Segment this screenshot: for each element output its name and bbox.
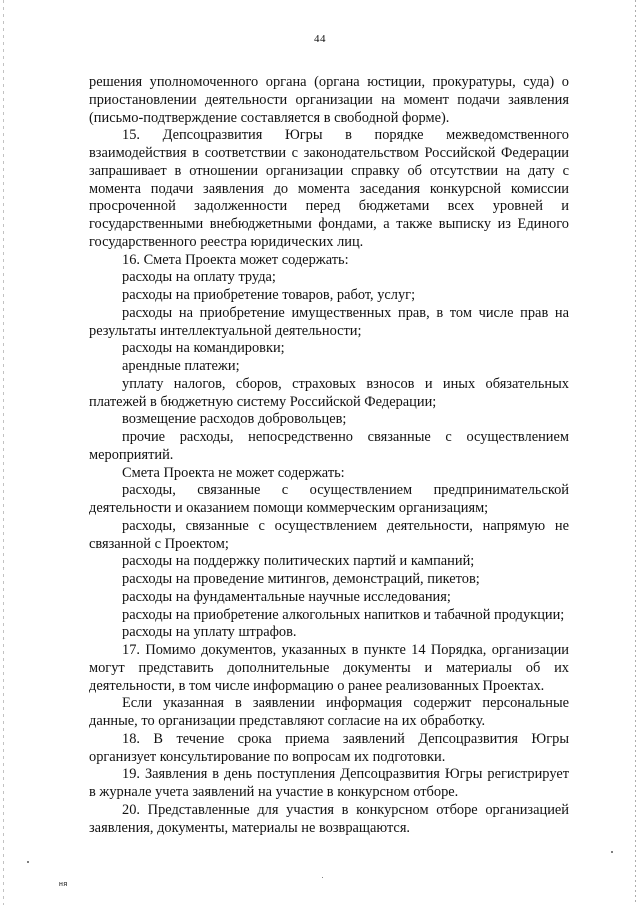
list-item: расходы, связанные с осуществлением предпринимательской деятельности и оказанием помощи коммерческим организациям; <box>89 482 569 516</box>
list-item: расходы на приобретение имущественных прав, в том числе прав на результаты интеллектуальной деятельности; <box>89 304 569 339</box>
scan-speck <box>27 861 29 863</box>
scan-speck <box>322 877 323 878</box>
list-item: расходы, связанные с осуществлением деятельности, напрямую не связанной с Проектом; <box>89 517 569 552</box>
paragraph-exclusions-heading: Смета Проекта не может содержать: <box>122 464 345 481</box>
list-item: прочие расходы, непосредственно связанные с осуществлением мероприятий. <box>89 429 569 463</box>
paragraph-item-16: 16. Смета Проекта может содержать: <box>122 251 349 268</box>
list-item: возмещение расходов добровольцев; <box>122 411 347 428</box>
paragraph-item-20: 20. Представленные для участия в конкурсном отборе организацией заявления, документы, материалы не возвращаются. <box>89 801 569 836</box>
paragraph-item-18: 18. В течение срока приема заявлений Депсоцразвития Югры организует консультирование по вопросам их подготовки. <box>89 730 569 765</box>
paragraph-personal-data: Если указанная в заявлении информация содержит персональные данные, то организации представляют согласие на их обработку. <box>89 695 569 729</box>
paragraph-continuation: решения уполномоченного органа (органа юстиции, прокуратуры, суда) о приостановлении деятельности организации на момент подачи заявления (письмо-подтверждение составляется в свободной форме). <box>89 74 569 126</box>
page-number: 44 <box>314 33 326 45</box>
list-item: расходы на поддержку политических партий и кампаний; <box>122 553 475 570</box>
list-item: расходы на проведение митингов, демонстраций, пикетов; <box>122 571 480 587</box>
list-item: расходы на фундаментальные научные исследования; <box>122 588 451 605</box>
list-item: арендные платежи; <box>122 358 240 374</box>
document-body <box>89 74 569 837</box>
list-item: расходы на уплату штрафов. <box>122 624 297 641</box>
list-item: уплату налогов, сборов, страховых взносов и иных обязательных платежей в бюджетную систему Российской Федерации; <box>89 375 569 410</box>
list-item: расходы на приобретение алкогольных напитков и табачной продукции; <box>122 606 565 623</box>
paragraph-item-17: 17. Помимо документов, указанных в пункте 14 Порядка, организации могут представить дополнительные документы и материалы об их деятельности, в том числе информацию о ранее реализованных Проектах. <box>89 642 569 694</box>
scan-edge-left <box>3 0 4 905</box>
list-item: расходы на командировки; <box>122 340 285 357</box>
scan-speck <box>611 851 613 853</box>
paragraph-item-19: 19. Заявления в день поступления Депсоцразвития Югры регистрирует в журнале учета заявлений на участие в конкурсном отборе. <box>89 766 569 800</box>
list-item: расходы на оплату труда; <box>122 269 276 286</box>
paragraph-item-15: 15. Депсоцразвития Югры в порядке межведомственного взаимодействия в соответствии с законодательством Российской Федерации запрашивает в отношении организации справку об отсутствии на дату с момента подачи заявления до момента заседания конкурсной комиссии просроченной задолженности перед бюджетами всех уровней и государственными внебюджетными фондами, а также выписку из Единого государственного реестра юридических лиц. <box>89 127 569 250</box>
list-item: расходы на приобретение товаров, работ, услуг; <box>122 287 416 303</box>
footer-mark: ня <box>59 881 68 888</box>
scan-edge-right <box>635 0 636 905</box>
